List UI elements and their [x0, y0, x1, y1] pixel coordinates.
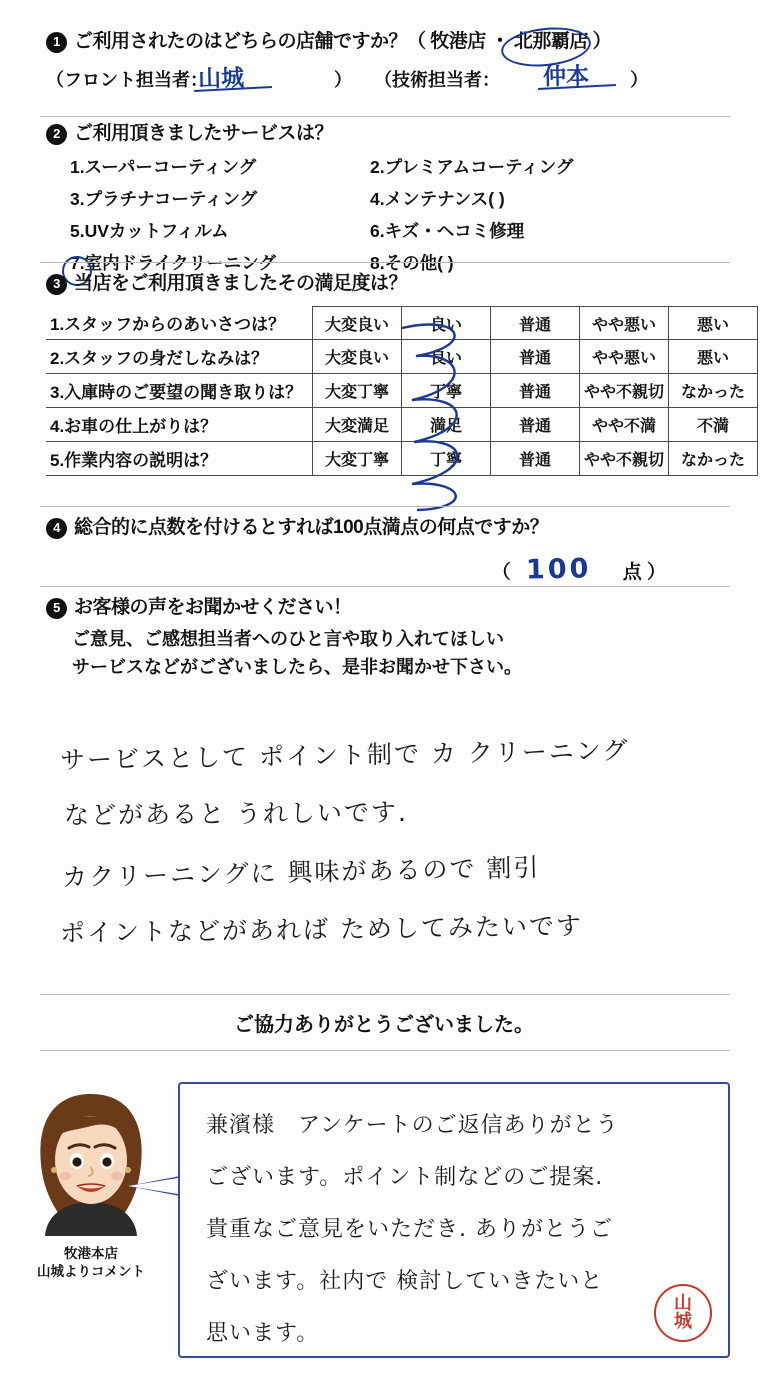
staff-reply-text — [206, 1100, 706, 1360]
satisfaction-row-1-option-1[interactable]: 大変良い — [313, 306, 402, 340]
question-4-answer — [46, 554, 726, 585]
service-option-4[interactable]: 4.メンテナンス( ) — [370, 188, 505, 209]
score-open-paren: （ — [491, 561, 511, 583]
satisfaction-row-3-label: 3.入庫時のご要望の聞き取りは？ — [46, 374, 313, 408]
divider-5 — [40, 994, 730, 995]
table-row — [46, 374, 758, 408]
customer-comment-line-4: ポイントなどがあれば ためしてみたいです — [59, 911, 584, 948]
satisfaction-row-2-option-3[interactable]: 普通 — [491, 340, 580, 374]
divider-4 — [40, 586, 730, 587]
customer-comment-line-3: カクリーニングに 興味があるので 割引 — [61, 852, 541, 892]
front-staff-close: ） — [334, 69, 353, 90]
satisfaction-row-3-option-3[interactable]: 普通 — [491, 374, 580, 408]
avatar — [21, 1086, 161, 1236]
question-1-heading — [46, 30, 726, 54]
satisfaction-row-1-option-4[interactable]: やや悪い — [580, 306, 669, 340]
service-option-2[interactable]: 2.プレミアムコーティング — [370, 156, 574, 177]
satisfaction-row-4-option-2[interactable]: 満足 — [402, 408, 491, 442]
satisfaction-row-5-option-4[interactable]: やや不親切 — [580, 442, 669, 476]
satisfaction-row-4-label: 4.お車の仕上がりは？ — [46, 408, 313, 442]
satisfaction-row-2-label: 2.スタッフの身だしなみは？ — [46, 340, 313, 374]
service-option-5[interactable]: 5.UVカットフィルム — [70, 220, 229, 241]
satisfaction-row-2-option-5[interactable]: 悪い — [669, 340, 758, 374]
question-5-heading — [46, 596, 726, 620]
question-1 — [46, 30, 726, 96]
score-unit: 点 — [622, 561, 642, 583]
hanko-stamp — [654, 1284, 712, 1342]
front-staff-label: （フロント担当者： — [46, 69, 208, 90]
staff-reply-line-3: 貴重なご意見をいただき. ありがとうご — [206, 1217, 613, 1242]
satisfaction-row-2-option-2[interactable]: 良い — [402, 340, 491, 374]
satisfaction-row-1-option-5[interactable]: 悪い — [669, 306, 758, 340]
satisfaction-row-1-option-2[interactable]: 良い — [402, 306, 491, 340]
question-2-number: 2 — [46, 124, 67, 145]
question-3-number: 3 — [46, 274, 67, 295]
question-3-text: 当店をご利用頂きましたその満足度は？ — [74, 273, 408, 294]
service-option-1[interactable]: 1.スーパーコーティング — [70, 156, 257, 177]
satisfaction-row-4-option-1[interactable]: 大変満足 — [313, 408, 402, 442]
question-5-number: 5 — [46, 598, 67, 619]
question-5 — [46, 596, 726, 682]
thanks-message: ご協力ありがとうございました。 — [234, 1014, 534, 1036]
satisfaction-row-4-option-3[interactable]: 普通 — [491, 408, 580, 442]
front-staff-value: 山城 — [197, 65, 245, 93]
staff-reply-box — [178, 1082, 730, 1358]
score-close-paren: ） — [646, 561, 666, 583]
question-1-number: 1 — [46, 32, 67, 53]
question-5-text: お客様の声をお聞かせください！ — [74, 597, 352, 618]
staff-reply-line-2: ございます。ポイント制などのご提案. — [206, 1165, 604, 1190]
divider-1 — [40, 116, 730, 117]
divider-2 — [40, 262, 730, 263]
avatar-caption — [16, 1245, 166, 1281]
satisfaction-row-3-option-1[interactable]: 大変丁寧 — [313, 374, 402, 408]
service-option-7[interactable]: 7.室内ドライクリーニング — [70, 252, 276, 273]
question-4-text: 総合的に点数を付けるとすれば100点満点の何点ですか？ — [74, 517, 549, 538]
satisfaction-row-3-option-5[interactable]: なかった — [669, 374, 758, 408]
satisfaction-row-5-option-3[interactable]: 普通 — [491, 442, 580, 476]
divider-3 — [40, 506, 730, 507]
tech-staff-value: 仲本 — [542, 63, 590, 91]
question-3-heading — [46, 272, 726, 296]
satisfaction-row-3-option-4[interactable]: やや不親切 — [580, 374, 669, 408]
service-option-8[interactable]: 8.その他( ) — [370, 252, 454, 273]
avatar-store-name: 牧港本店 — [64, 1246, 118, 1261]
table-row — [46, 340, 758, 374]
satisfaction-row-4-option-5[interactable]: 不満 — [669, 408, 758, 442]
speech-bubble-tail-inner — [128, 1178, 178, 1194]
satisfaction-row-5-option-5[interactable]: なかった — [669, 442, 758, 476]
staff-reply-line-4: ざいます。社内で 検討していきたいと — [206, 1269, 604, 1294]
customer-comment-line-2: などがあると うれしいです. — [63, 797, 409, 830]
question-4-number: 4 — [46, 518, 67, 539]
customer-comment-line-1: サービスとして ポイント制で カ クリーニング — [59, 735, 630, 775]
question-2-heading — [46, 122, 726, 146]
table-row — [46, 408, 758, 442]
question-2-text: ご利用頂きましたサービスは？ — [74, 123, 334, 144]
satisfaction-row-2-option-4[interactable]: やや悪い — [580, 340, 669, 374]
table-row — [46, 442, 758, 476]
hanko-stamp-bottom: 城 — [674, 1311, 692, 1332]
avatar-role: 山城よりコメント — [37, 1264, 145, 1280]
hanko-stamp-top: 山 — [674, 1293, 692, 1314]
staff-reply-line-1: 兼濱様 アンケートのご返信ありがとう — [206, 1113, 619, 1138]
question-5-subtext-line-2: サービスなどがございましたら、是非お聞かせ下さい。 — [72, 656, 522, 677]
satisfaction-row-5-label: 5.作業内容の説明は？ — [46, 442, 313, 476]
score-value: 100 — [525, 553, 592, 586]
satisfaction-row-5-option-2[interactable]: 丁寧 — [402, 442, 491, 476]
question-3 — [46, 272, 745, 476]
question-1-text: ご利用されたのはどちらの店舗ですか？（ 牧港店 ・ 北那覇店 ） — [74, 31, 612, 52]
satisfaction-table — [46, 306, 758, 477]
satisfaction-row-2-option-1[interactable]: 大変良い — [313, 340, 402, 374]
satisfaction-row-1-option-3[interactable]: 普通 — [491, 306, 580, 340]
question-2 — [46, 122, 726, 275]
tech-staff-close: ） — [630, 69, 649, 90]
service-option-6[interactable]: 6.キズ・ヘコミ修理 — [370, 220, 525, 241]
service-options — [70, 154, 726, 275]
question-5-subtext — [72, 626, 726, 682]
divider-6 — [40, 1050, 730, 1051]
question-4 — [46, 516, 726, 585]
table-row — [46, 306, 758, 340]
staff-reply-line-5: 思います。 — [206, 1321, 320, 1346]
question-5-subtext-line-1: ご意見、ご感想担当者へのひと言や取り入れてほしい — [72, 628, 504, 649]
satisfaction-row-3-option-2[interactable]: 丁寧 — [402, 374, 491, 408]
satisfaction-row-5-option-1[interactable]: 大変丁寧 — [313, 442, 402, 476]
service-option-3[interactable]: 3.プラチナコーティング — [70, 188, 258, 209]
satisfaction-row-1-label: 1.スタッフからのあいさつは？ — [46, 306, 313, 340]
satisfaction-row-4-option-4[interactable]: やや不満 — [580, 408, 669, 442]
customer-comment-handwriting — [60, 726, 720, 958]
question-4-heading — [46, 516, 726, 540]
tech-staff-label: （技術担当者： — [374, 69, 501, 90]
question-1-staff-line — [46, 63, 726, 96]
